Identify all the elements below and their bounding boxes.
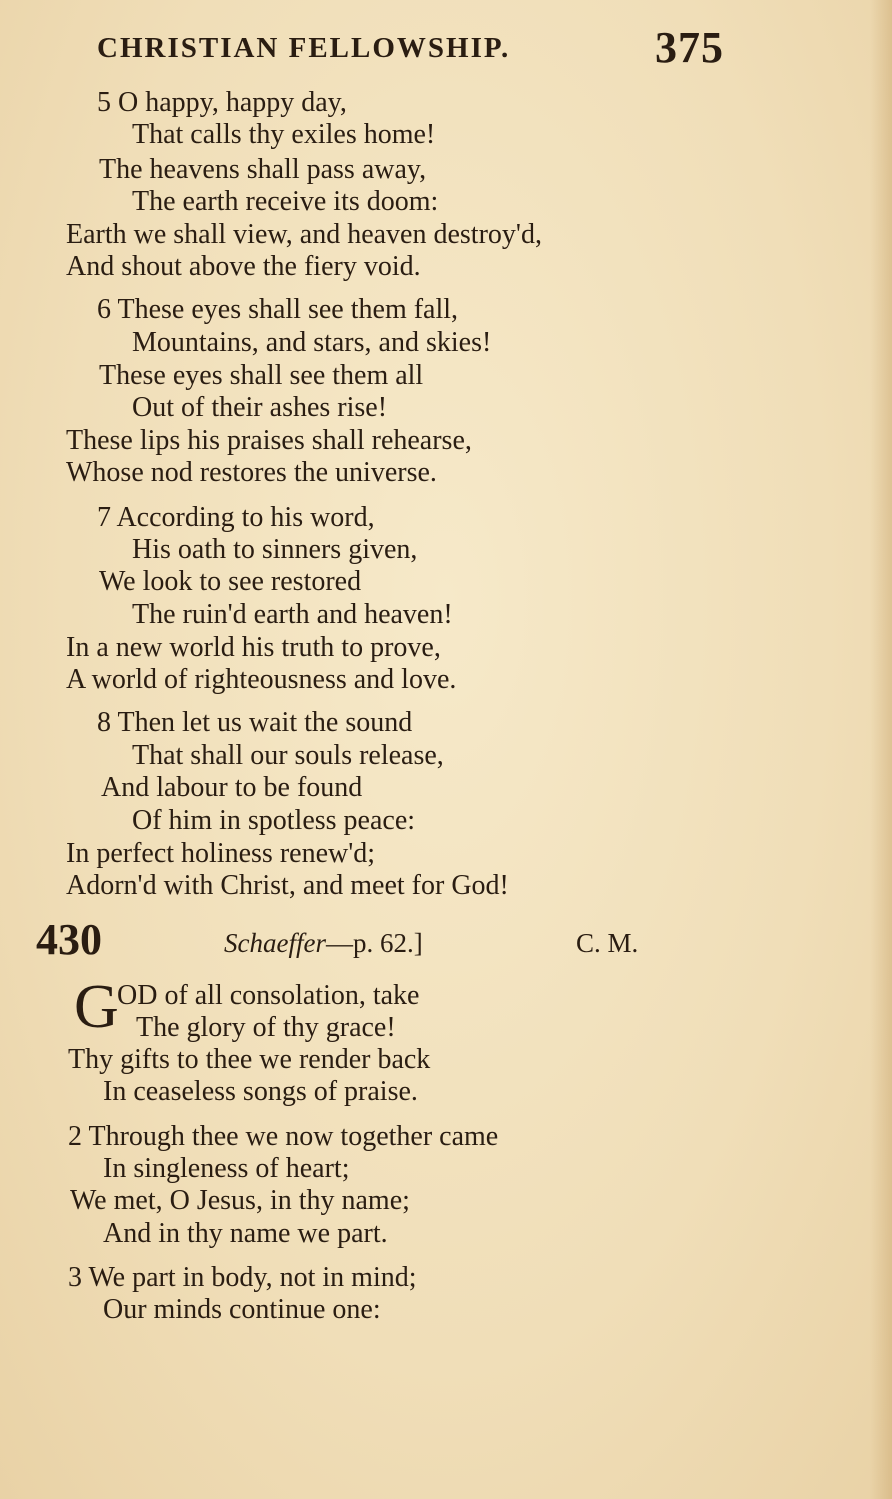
verse-line: 3 We part in body, not in mind; <box>68 1262 417 1293</box>
verse-line: His oath to sinners given, <box>132 534 418 565</box>
verse-line: Our minds continue one: <box>103 1294 381 1325</box>
verse-line: And in thy name we part. <box>103 1218 388 1249</box>
running-head: CHRISTIAN FELLOWSHIP. <box>97 32 511 64</box>
verse-line: Earth we shall view, and heaven destroy'd, <box>66 219 542 250</box>
drop-cap: G <box>74 973 119 1041</box>
verse-line: Adorn'd with Christ, and meet for God! <box>66 870 509 901</box>
verse-line: That calls thy exiles home! <box>132 119 436 150</box>
verse-line: 8 Then let us wait the sound <box>97 707 413 738</box>
tune-name: Schaeffer <box>224 928 326 958</box>
verse-line: The glory of thy grace! <box>136 1012 396 1043</box>
verse-line: Out of their ashes rise! <box>132 392 388 423</box>
verse-line: 7 According to his word, <box>97 502 375 533</box>
verse-line: The heavens shall pass away, <box>99 154 427 185</box>
verse-line: 2 Through thee we now together came <box>68 1121 499 1152</box>
page-edge-shadow <box>870 0 892 1499</box>
verse-line: 6 These eyes shall see them fall, <box>97 294 459 325</box>
verse-line: In singleness of heart; <box>103 1153 350 1184</box>
verse-line: That shall our souls release, <box>132 740 444 771</box>
page-header <box>97 22 757 72</box>
verse-line: Mountains, and stars, and skies! <box>132 327 492 358</box>
verse-line: The earth receive its doom: <box>132 186 439 217</box>
verse-line: And labour to be found <box>101 772 363 803</box>
verse-line: We met, O Jesus, in thy name; <box>70 1185 410 1216</box>
page-number: 375 <box>655 23 724 72</box>
tune-reference <box>224 928 423 959</box>
hymn-number: 430 <box>36 915 102 964</box>
verse-line: A world of righteousness and love. <box>66 664 457 695</box>
verse-line: Thy gifts to thee we render back <box>68 1044 431 1075</box>
verse-line: The ruin'd earth and heaven! <box>132 599 453 630</box>
verse-line: Of him in spotless peace: <box>132 805 416 836</box>
verse-line: These lips his praises shall rehearse, <box>66 425 472 456</box>
verse-line: OD of all consolation, take <box>117 980 420 1011</box>
hymn-heading <box>36 914 696 970</box>
verse-line: And shout above the fiery void. <box>66 251 421 282</box>
verse-line: In perfect holiness renew'd; <box>66 838 376 869</box>
verse-line: In a new world his truth to prove, <box>66 632 441 663</box>
verse-line: We look to see restored <box>99 566 362 597</box>
verse-line: These eyes shall see them all <box>99 360 424 391</box>
verse-line: In ceaseless songs of praise. <box>103 1076 418 1107</box>
verse-line: 5 O happy, happy day, <box>97 87 347 118</box>
tune-page: —p. 62.] <box>325 928 423 958</box>
verse-line: Whose nod restores the universe. <box>66 457 437 488</box>
hymn-meter: C. M. <box>576 928 639 958</box>
